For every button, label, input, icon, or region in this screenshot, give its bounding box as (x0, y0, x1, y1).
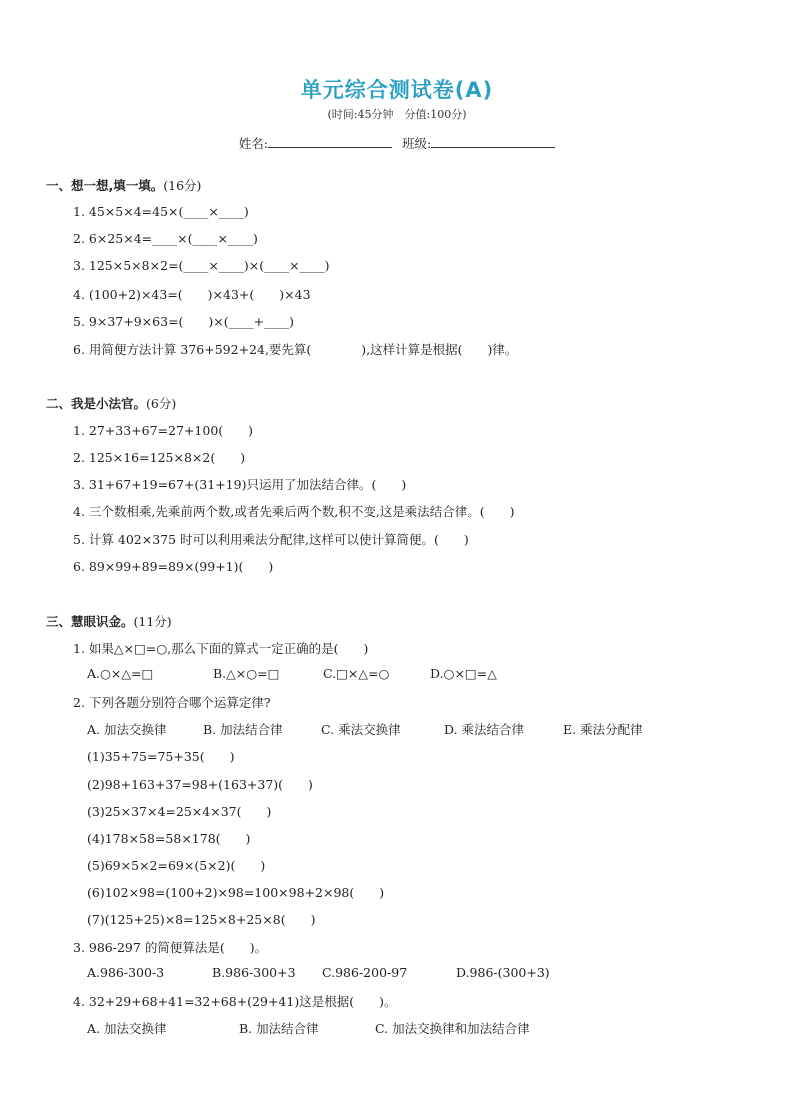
section3-q4-stem: 4. 32+29+68+41=32+68+(29+41)这是根据( )。 (73, 994, 397, 1009)
section3-q3-option-c: C.986-200-97 (322, 965, 408, 980)
section3-q3-option-b: B.986-300+3 (212, 965, 296, 980)
section1-item-2: 2. 6×25×4=____×(____×____) (73, 231, 258, 246)
section3-q4-option-c: C. 加法交换律和加法结合律 (375, 1021, 530, 1036)
section3-q2-option-a: A. 加法交换律 (87, 722, 167, 737)
section3-q2-item-7: (7)(125+25)×8=125×8+25×8( ) (87, 912, 316, 927)
exam-title: 单元综合测试卷(A) (300, 78, 494, 102)
section3-q3-option-a: A.986-300-3 (87, 965, 165, 980)
section3-q2-option-c: C. 乘法交换律 (321, 722, 401, 737)
section2-item-5: 5. 计算 402×375 时可以利用乘法分配律,这样可以使计算简便。( ) (73, 532, 469, 547)
section2-score: (6分) (146, 396, 177, 411)
section3-heading (46, 612, 172, 630)
section3-q2-item-1: (1)35+75=75+35( ) (87, 749, 235, 764)
section3-q2-option-e: E. 乘法分配律 (563, 722, 643, 737)
section1-item-3: 3. 125×5×8×2=(____×____)×(____×____) (73, 258, 330, 273)
section3-q3-stem: 3. 986-297 的简便算法是( )。 (73, 940, 268, 955)
section3-q4-option-b: B. 加法结合律 (239, 1021, 319, 1036)
section2-item-4: 4. 三个数相乘,先乘前两个数,或者先乘后两个数,积不变,这是乘法结合律。( ) (73, 504, 515, 519)
section2-title: 二、我是小法官。 (46, 396, 147, 411)
section1-heading (46, 176, 201, 194)
section2-item-2: 2. 125×16=125×8×2( ) (73, 450, 246, 465)
section3-q3-option-d: D.986-(300+3) (456, 965, 550, 980)
section3-q2-option-d: D. 乘法结合律 (444, 722, 525, 737)
section1-item-5: 5. 9×37+9×63=( )×(____+____) (73, 314, 294, 329)
exam-subtitle: (时间:45分钟 分值:100分) (327, 108, 467, 121)
section1-item-1: 1. 45×5×4=45×(____×____) (73, 204, 249, 219)
section3-q1-option-c: C.□×△=○ (323, 666, 390, 681)
section3-q2-item-2: (2)98+163+37=98+(163+37)( ) (87, 777, 313, 792)
section1-item-6: 6. 用简便方法计算 376+592+24,要先算( ),这样计算是根据( )律。 (73, 342, 518, 357)
section1-item-4: 4. (100+2)×43=( )×43+( )×43 (73, 287, 311, 302)
section3-score: (11分) (133, 614, 172, 629)
section3-q2-item-6: (6)102×98=(100+2)×98=100×98+2×98( ) (87, 885, 385, 900)
section2-item-3: 3. 31+67+19=67+(31+19)只运用了加法结合律。( ) (73, 477, 407, 492)
section2-item-6: 6. 89×99+89=89×(99+1)( ) (73, 559, 274, 574)
class-blank[interactable] (431, 135, 555, 148)
section3-q1-option-d: D.○×□=△ (430, 666, 497, 681)
section1-score: (16分) (163, 178, 202, 193)
section1-title: 一、想一想,填一填。 (46, 178, 164, 193)
section3-q1-stem: 1. 如果△×□=○,那么下面的算式一定正确的是( ) (73, 641, 369, 656)
student-info-line (0, 134, 794, 152)
section3-q4-option-a: A. 加法交换律 (87, 1021, 167, 1036)
section3-title: 三、慧眼识金。 (46, 614, 134, 629)
section3-q2-item-3: (3)25×37×4=25×4×37( ) (87, 804, 272, 819)
class-label: 班级: (402, 136, 432, 151)
section3-q2-stem: 2. 下列各题分别符合哪个运算定律? (73, 695, 271, 710)
section3-q2-item-5: (5)69×5×2=69×(5×2)( ) (87, 858, 266, 873)
section2-item-1: 1. 27+33+67=27+100( ) (73, 423, 254, 438)
section3-q2-option-b: B. 加法结合律 (203, 722, 283, 737)
name-label: 姓名: (238, 136, 268, 151)
section2-heading (46, 394, 176, 412)
section3-q2-item-4: (4)178×58=58×178( ) (87, 831, 251, 846)
section3-q1-option-a: A.○×△=□ (87, 666, 154, 681)
section3-q1-option-b: B.△×○=□ (213, 666, 280, 681)
name-blank[interactable] (268, 135, 392, 148)
